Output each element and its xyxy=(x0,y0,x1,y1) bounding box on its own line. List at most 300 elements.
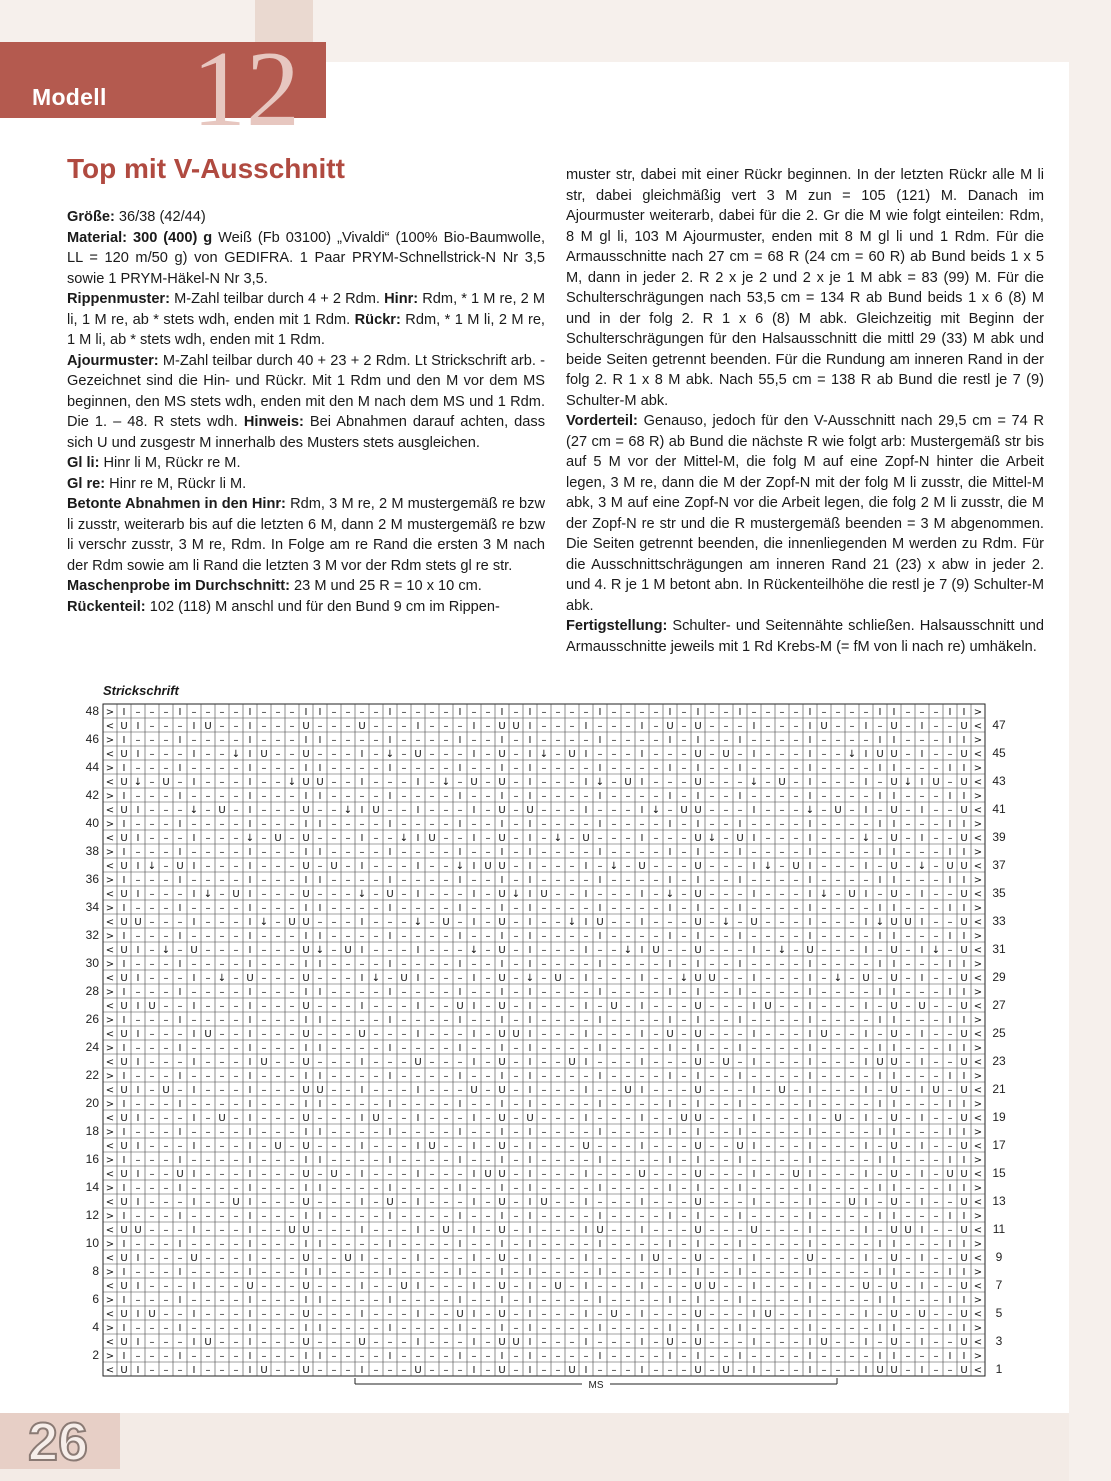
chart-stitch-symbol: – xyxy=(639,1295,645,1306)
chart-stitch-symbol: U xyxy=(890,889,898,900)
chart-stitch-symbol: – xyxy=(443,707,449,718)
chart-stitch-symbol: I xyxy=(864,1197,868,1208)
chart-stitch-symbol: – xyxy=(135,1099,141,1110)
chart-stitch-symbol: – xyxy=(429,735,435,746)
chart-stitch-symbol: U xyxy=(708,973,716,984)
chart-stitch-symbol: I xyxy=(640,1057,644,1068)
chart-stitch-symbol: – xyxy=(905,1141,911,1152)
chart-stitch-symbol: – xyxy=(737,1225,743,1236)
chart-stitch-symbol: – xyxy=(359,847,365,858)
chart-stitch-symbol: – xyxy=(765,1071,771,1082)
chart-stitch-symbol: – xyxy=(821,763,827,774)
chart-stitch-symbol: I xyxy=(304,707,308,718)
chart-stitch-symbol: I xyxy=(528,1155,532,1166)
chart-stitch-symbol: – xyxy=(387,1085,393,1096)
chart-stitch-symbol: I xyxy=(458,1267,462,1278)
chart-stitch-symbol: – xyxy=(625,1267,631,1278)
chart-stitch-symbol: – xyxy=(765,1253,771,1264)
chart-stitch-symbol: – xyxy=(835,1085,841,1096)
chart-stitch-symbol: I xyxy=(318,1043,322,1054)
chart-stitch-symbol: I xyxy=(304,959,308,970)
chart-stitch-symbol: – xyxy=(709,721,715,732)
chart-stitch-symbol: – xyxy=(723,1085,729,1096)
chart-stitch-symbol: – xyxy=(345,1183,351,1194)
chart-stitch-symbol: – xyxy=(835,1365,841,1376)
chart-stitch-symbol: – xyxy=(457,1085,463,1096)
chart-stitch-symbol: – xyxy=(583,707,589,718)
chart-stitch-symbol: – xyxy=(275,973,281,984)
chart-stitch-symbol: – xyxy=(541,1253,547,1264)
chart-stitch-symbol: – xyxy=(345,1211,351,1222)
chart-stitch-symbol: U xyxy=(806,945,814,956)
chart-stitch-symbol: – xyxy=(331,1043,337,1054)
chart-stitch-symbol: U xyxy=(960,833,968,844)
chart-stitch-symbol: – xyxy=(765,889,771,900)
chart-stitch-symbol: – xyxy=(457,721,463,732)
chart-stitch-symbol: – xyxy=(261,1015,267,1026)
chart-stitch-symbol: U xyxy=(456,1001,464,1012)
chart-stitch-symbol: – xyxy=(611,721,617,732)
chart-stitch-symbol: I xyxy=(360,1281,364,1292)
chart-stitch-symbol: U xyxy=(302,1253,310,1264)
chart-stitch-symbol: – xyxy=(611,847,617,858)
chart-stitch-symbol: – xyxy=(541,1127,547,1138)
chart-stitch-symbol: I xyxy=(696,735,700,746)
chart-stitch-symbol: – xyxy=(331,1155,337,1166)
chart-stitch-symbol: – xyxy=(513,1253,519,1264)
chart-stitch-symbol: – xyxy=(457,833,463,844)
chart-stitch-symbol: – xyxy=(261,735,267,746)
chart-row-label-right: 3 xyxy=(995,1334,1003,1348)
chart-stitch-symbol: – xyxy=(443,791,449,802)
chart-stitch-symbol: – xyxy=(863,931,869,942)
chart-stitch-symbol: – xyxy=(653,1141,659,1152)
chart-stitch-symbol: U xyxy=(302,1001,310,1012)
chart-stitch-symbol: – xyxy=(359,1099,365,1110)
chart-stitch-symbol: – xyxy=(205,707,211,718)
chart-stitch-symbol: – xyxy=(205,847,211,858)
chart-stitch-symbol: > xyxy=(973,875,983,886)
chart-stitch-symbol: – xyxy=(345,1099,351,1110)
chart-stitch-symbol: – xyxy=(835,1183,841,1194)
chart-stitch-symbol: I xyxy=(640,1113,644,1124)
chart-stitch-symbol: – xyxy=(485,1323,491,1334)
chart-stitch-symbol: I xyxy=(948,1155,952,1166)
chart-stitch-symbol: I xyxy=(136,861,140,872)
chart-stitch-symbol: – xyxy=(793,875,799,886)
chart-stitch-symbol: – xyxy=(821,777,827,788)
chart-stitch-symbol: U xyxy=(526,805,534,816)
chart-stitch-symbol: – xyxy=(639,763,645,774)
chart-stitch-symbol: – xyxy=(639,791,645,802)
chart-stitch-symbol: – xyxy=(765,1281,771,1292)
chart-stitch-symbol: – xyxy=(933,1323,939,1334)
chart-stitch-symbol: U xyxy=(652,1253,660,1264)
chart-stitch-symbol: – xyxy=(625,1001,631,1012)
chart-stitch-symbol: U xyxy=(120,1225,128,1236)
chart-stitch-symbol: I xyxy=(920,1281,924,1292)
chart-stitch-symbol: – xyxy=(821,1071,827,1082)
chart-stitch-symbol: – xyxy=(597,1281,603,1292)
chart-stitch-symbol: – xyxy=(177,1197,183,1208)
chart-stitch-symbol: – xyxy=(765,1099,771,1110)
chart-stitch-symbol: – xyxy=(429,1085,435,1096)
chart-stitch-symbol: – xyxy=(331,1337,337,1348)
chart-stitch-symbol: U xyxy=(666,1337,674,1348)
chart-stitch-symbol: – xyxy=(751,1323,757,1334)
chart-stitch-symbol: U xyxy=(302,917,310,928)
chart-stitch-symbol: – xyxy=(555,735,561,746)
chart-stitch-symbol: I xyxy=(248,1043,252,1054)
chart-stitch-symbol: – xyxy=(849,861,855,872)
chart-stitch-symbol: – xyxy=(163,833,169,844)
chart-stitch-symbol: – xyxy=(401,1253,407,1264)
chart-stitch-symbol: > xyxy=(973,959,983,970)
chart-row-label-right: 7 xyxy=(995,1278,1003,1292)
chart-stitch-symbol: U xyxy=(204,721,212,732)
chart-stitch-symbol: – xyxy=(345,763,351,774)
chart-stitch-symbol: I xyxy=(892,1295,896,1306)
chart-stitch-symbol: I xyxy=(248,1253,252,1264)
chart-stitch-symbol: – xyxy=(513,1169,519,1180)
chart-stitch-symbol: – xyxy=(177,721,183,732)
chart-stitch-symbol: – xyxy=(331,763,337,774)
chart-stitch-symbol: I xyxy=(892,1183,896,1194)
chart-stitch-symbol: – xyxy=(765,1085,771,1096)
chart-stitch-symbol: – xyxy=(709,917,715,928)
chart-stitch-symbol: – xyxy=(765,791,771,802)
chart-stitch-symbol: – xyxy=(569,1351,575,1362)
chart-stitch-symbol: – xyxy=(625,833,631,844)
chart-stitch-symbol: I xyxy=(878,1323,882,1334)
chart-stitch-symbol: – xyxy=(933,1141,939,1152)
chart-stitch-symbol: – xyxy=(933,1351,939,1362)
chart-stitch-symbol: U xyxy=(862,1281,870,1292)
instruction-label: Rückr: xyxy=(354,311,401,328)
chart-stitch-symbol: – xyxy=(709,1239,715,1250)
chart-stitch-symbol: – xyxy=(611,1337,617,1348)
chart-stitch-symbol: I xyxy=(892,1323,896,1334)
chart-stitch-symbol: I xyxy=(304,1043,308,1054)
chart-stitch-symbol: I xyxy=(388,735,392,746)
chart-stitch-symbol: – xyxy=(429,1309,435,1320)
chart-stitch-symbol: U xyxy=(372,1113,380,1124)
chart-stitch-symbol: – xyxy=(177,777,183,788)
chart-stitch-symbol: – xyxy=(611,707,617,718)
chart-stitch-symbol: I xyxy=(962,1071,966,1082)
chart-stitch-symbol: – xyxy=(877,1337,883,1348)
chart-stitch-symbol: – xyxy=(681,959,687,970)
chart-stitch-symbol: – xyxy=(905,1197,911,1208)
chart-stitch-symbol: I xyxy=(458,1183,462,1194)
chart-stitch-symbol: U xyxy=(414,1365,422,1376)
chart-stitch-symbol: ↓ xyxy=(623,945,633,956)
chart-stitch-symbol: I xyxy=(696,1295,700,1306)
chart-stitch-symbol: I xyxy=(892,1099,896,1110)
chart-stitch-symbol: – xyxy=(485,1309,491,1320)
chart-stitch-symbol: – xyxy=(765,1113,771,1124)
chart-stitch-symbol: I xyxy=(584,1113,588,1124)
chart-stitch-symbol: – xyxy=(541,1183,547,1194)
chart-stitch-symbol: I xyxy=(318,847,322,858)
chart-stitch-symbol: I xyxy=(388,1267,392,1278)
chart-stitch-symbol: – xyxy=(219,833,225,844)
chart-stitch-symbol: – xyxy=(289,1085,295,1096)
chart-stitch-symbol: – xyxy=(611,987,617,998)
chart-stitch-symbol: – xyxy=(373,1267,379,1278)
chart-stitch-symbol: – xyxy=(835,1323,841,1334)
chart-stitch-symbol: – xyxy=(765,1323,771,1334)
chart-row-label-right: 39 xyxy=(992,830,1006,844)
chart-stitch-symbol: U xyxy=(302,1337,310,1348)
chart-stitch-symbol: I xyxy=(808,861,812,872)
chart-stitch-symbol: – xyxy=(947,889,953,900)
chart-stitch-symbol: – xyxy=(709,805,715,816)
chart-stitch-symbol: – xyxy=(555,1211,561,1222)
chart-stitch-symbol: – xyxy=(261,959,267,970)
chart-stitch-symbol: – xyxy=(765,1029,771,1040)
chart-stitch-symbol: – xyxy=(443,749,449,760)
chart-stitch-symbol: – xyxy=(611,1029,617,1040)
chart-stitch-symbol: I xyxy=(388,987,392,998)
chart-stitch-symbol: – xyxy=(429,763,435,774)
chart-stitch-symbol: – xyxy=(653,1085,659,1096)
chart-stitch-symbol: U xyxy=(666,1029,674,1040)
chart-stitch-symbol: – xyxy=(611,889,617,900)
chart-stitch-symbol: – xyxy=(485,1015,491,1026)
chart-stitch-symbol: I xyxy=(948,847,952,858)
chart-stitch-symbol: – xyxy=(205,1099,211,1110)
chart-stitch-symbol: – xyxy=(555,1155,561,1166)
chart-stitch-symbol: I xyxy=(248,847,252,858)
chart-stitch-symbol: – xyxy=(359,735,365,746)
chart-stitch-symbol: – xyxy=(877,1253,883,1264)
chart-stitch-symbol: – xyxy=(625,1239,631,1250)
chart-stitch-symbol: U xyxy=(904,1225,912,1236)
chart-stitch-symbol: – xyxy=(765,819,771,830)
chart-stitch-symbol: – xyxy=(709,1337,715,1348)
chart-stitch-symbol: I xyxy=(640,889,644,900)
chart-stitch-symbol: ↓ xyxy=(777,945,787,956)
chart-stitch-symbol: – xyxy=(457,1057,463,1068)
chart-stitch-symbol: – xyxy=(443,1295,449,1306)
chart-stitch-symbol: – xyxy=(149,1155,155,1166)
chart-stitch-symbol: U xyxy=(722,1365,730,1376)
chart-stitch-symbol: – xyxy=(135,1071,141,1082)
chart-stitch-symbol: – xyxy=(415,847,421,858)
chart-stitch-symbol: – xyxy=(387,1113,393,1124)
chart-stitch-symbol: I xyxy=(598,903,602,914)
chart-stitch-symbol: – xyxy=(611,1057,617,1068)
chart-stitch-symbol: – xyxy=(793,1071,799,1082)
chart-stitch-symbol: I xyxy=(864,1029,868,1040)
chart-stitch-symbol: I xyxy=(360,1169,364,1180)
chart-stitch-symbol: – xyxy=(373,1281,379,1292)
chart-stitch-symbol: – xyxy=(177,1141,183,1152)
chart-stitch-symbol: – xyxy=(793,1015,799,1026)
chart-stitch-symbol: – xyxy=(933,1155,939,1166)
chart-stitch-symbol: – xyxy=(821,1351,827,1362)
chart-stitch-symbol: – xyxy=(835,1295,841,1306)
chart-stitch-symbol: – xyxy=(569,1029,575,1040)
chart-stitch-symbol: – xyxy=(401,819,407,830)
chart-stitch-symbol: I xyxy=(738,1071,742,1082)
chart-stitch-symbol: – xyxy=(569,1113,575,1124)
chart-stitch-symbol: – xyxy=(289,1337,295,1348)
chart-stitch-symbol: – xyxy=(163,847,169,858)
chart-stitch-symbol: U xyxy=(960,1141,968,1152)
chart-stitch-symbol: I xyxy=(864,1309,868,1320)
chart-stitch-symbol: U xyxy=(960,1029,968,1040)
chart-stitch-symbol: – xyxy=(317,861,323,872)
chart-stitch-symbol: – xyxy=(933,1001,939,1012)
chart-stitch-symbol: – xyxy=(905,1029,911,1040)
chart-stitch-symbol: – xyxy=(401,1099,407,1110)
chart-stitch-symbol: – xyxy=(863,1239,869,1250)
chart-stitch-symbol: – xyxy=(583,819,589,830)
chart-stitch-symbol: – xyxy=(261,1225,267,1236)
chart-stitch-symbol: – xyxy=(779,959,785,970)
chart-stitch-symbol: – xyxy=(821,1197,827,1208)
chart-stitch-symbol: I xyxy=(458,987,462,998)
chart-stitch-symbol: – xyxy=(555,1309,561,1320)
chart-stitch-symbol: – xyxy=(569,959,575,970)
chart-stitch-symbol: – xyxy=(485,1057,491,1068)
chart-stitch-symbol: – xyxy=(401,1239,407,1250)
chart-stitch-symbol: I xyxy=(122,735,126,746)
chart-stitch-symbol: – xyxy=(149,987,155,998)
chart-stitch-symbol: – xyxy=(947,1309,953,1320)
chart-stitch-symbol: – xyxy=(275,763,281,774)
chart-stitch-symbol: – xyxy=(429,1253,435,1264)
chart-stitch-symbol: – xyxy=(905,1127,911,1138)
chart-stitch-symbol: – xyxy=(569,791,575,802)
chart-stitch-symbol: – xyxy=(289,987,295,998)
chart-stitch-symbol: – xyxy=(261,1043,267,1054)
chart-stitch-symbol: – xyxy=(835,931,841,942)
chart-stitch-symbol: – xyxy=(233,1295,239,1306)
chart-stitch-symbol: I xyxy=(668,707,672,718)
chart-stitch-symbol: I xyxy=(472,917,476,928)
chart-stitch-symbol: – xyxy=(821,1365,827,1376)
chart-stitch-symbol: I xyxy=(318,931,322,942)
chart-stitch-symbol: – xyxy=(513,819,519,830)
chart-stitch-symbol: I xyxy=(248,1197,252,1208)
chart-stitch-symbol: – xyxy=(275,903,281,914)
chart-stitch-symbol: – xyxy=(849,903,855,914)
chart-stitch-symbol: U xyxy=(960,1225,968,1236)
chart-stitch-symbol: – xyxy=(513,1099,519,1110)
chart-stitch-symbol: I xyxy=(808,931,812,942)
chart-stitch-symbol: – xyxy=(765,1057,771,1068)
chart-stitch-symbol: – xyxy=(555,1225,561,1236)
chart-stitch-symbol: U xyxy=(694,1281,702,1292)
chart-stitch-symbol: < xyxy=(105,833,115,844)
chart-stitch-symbol: I xyxy=(178,1295,182,1306)
chart-stitch-symbol: – xyxy=(835,763,841,774)
chart-stitch-symbol: I xyxy=(500,791,504,802)
chart-stitch-symbol: I xyxy=(668,1295,672,1306)
chart-stitch-symbol: – xyxy=(681,1239,687,1250)
chart-stitch-symbol: – xyxy=(933,819,939,830)
chart-stitch-symbol: – xyxy=(541,819,547,830)
chart-stitch-symbol: U xyxy=(498,1085,506,1096)
chart-stitch-symbol: I xyxy=(738,847,742,858)
chart-stitch-symbol: – xyxy=(149,1267,155,1278)
chart-stitch-symbol: – xyxy=(611,777,617,788)
chart-stitch-symbol: I xyxy=(304,875,308,886)
instruction-label: Rückenteil: xyxy=(67,598,146,615)
chart-stitch-symbol: – xyxy=(513,1225,519,1236)
chart-stitch-symbol: – xyxy=(177,973,183,984)
chart-stitch-symbol: I xyxy=(878,735,882,746)
chart-stitch-symbol: – xyxy=(667,1197,673,1208)
chart-stitch-symbol: – xyxy=(653,1351,659,1362)
chart-stitch-symbol: – xyxy=(611,1239,617,1250)
chart-row-label-left: 28 xyxy=(85,984,99,998)
chart-stitch-symbol: – xyxy=(793,1323,799,1334)
chart-stitch-symbol: – xyxy=(905,1169,911,1180)
chart-stitch-symbol: – xyxy=(863,903,869,914)
chart-stitch-symbol: – xyxy=(275,735,281,746)
chart-stitch-symbol: – xyxy=(597,1253,603,1264)
chart-stitch-symbol: – xyxy=(401,1029,407,1040)
chart-stitch-symbol: – xyxy=(457,1197,463,1208)
chart-stitch-symbol: U xyxy=(694,917,702,928)
chart-stitch-symbol: I xyxy=(948,1211,952,1222)
chart-stitch-symbol: – xyxy=(261,1155,267,1166)
modell-number: 12 xyxy=(192,30,300,149)
chart-stitch-symbol: – xyxy=(163,735,169,746)
chart-stitch-symbol: – xyxy=(597,945,603,956)
chart-stitch-symbol: – xyxy=(177,1253,183,1264)
chart-stitch-symbol: I xyxy=(248,917,252,928)
chart-stitch-symbol: I xyxy=(416,1225,420,1236)
chart-stitch-symbol: – xyxy=(569,1183,575,1194)
chart-stitch-symbol: – xyxy=(541,1281,547,1292)
chart-stitch-symbol: > xyxy=(105,987,115,998)
chart-stitch-symbol: I xyxy=(178,903,182,914)
chart-stitch-symbol: – xyxy=(513,1323,519,1334)
chart-stitch-symbol: – xyxy=(541,903,547,914)
chart-stitch-symbol: – xyxy=(779,763,785,774)
chart-stitch-symbol: I xyxy=(318,791,322,802)
chart-stitch-symbol: U xyxy=(498,945,506,956)
chart-stitch-symbol: – xyxy=(947,1057,953,1068)
chart-stitch-symbol: U xyxy=(120,1309,128,1320)
chart-stitch-symbol: I xyxy=(304,819,308,830)
chart-stitch-symbol: – xyxy=(275,1337,281,1348)
chart-stitch-symbol: I xyxy=(136,721,140,732)
chart-stitch-symbol: – xyxy=(177,1029,183,1040)
chart-stitch-symbol: I xyxy=(920,833,924,844)
chart-stitch-symbol: – xyxy=(471,1239,477,1250)
chart-stitch-symbol: – xyxy=(191,819,197,830)
chart-stitch-symbol: I xyxy=(388,1351,392,1362)
chart-stitch-symbol: – xyxy=(905,1183,911,1194)
chart-stitch-symbol: I xyxy=(808,1323,812,1334)
chart-stitch-symbol: I xyxy=(136,1169,140,1180)
chart-stitch-symbol: – xyxy=(233,1029,239,1040)
chart-stitch-symbol: I xyxy=(388,1127,392,1138)
chart-stitch-symbol: U xyxy=(960,889,968,900)
chart-stitch-symbol: – xyxy=(485,1113,491,1124)
chart-stitch-symbol: – xyxy=(345,1281,351,1292)
chart-stitch-symbol: – xyxy=(485,903,491,914)
chart-stitch-symbol: – xyxy=(611,1225,617,1236)
chart-stitch-symbol: – xyxy=(793,1309,799,1320)
chart-stitch-symbol: – xyxy=(555,721,561,732)
